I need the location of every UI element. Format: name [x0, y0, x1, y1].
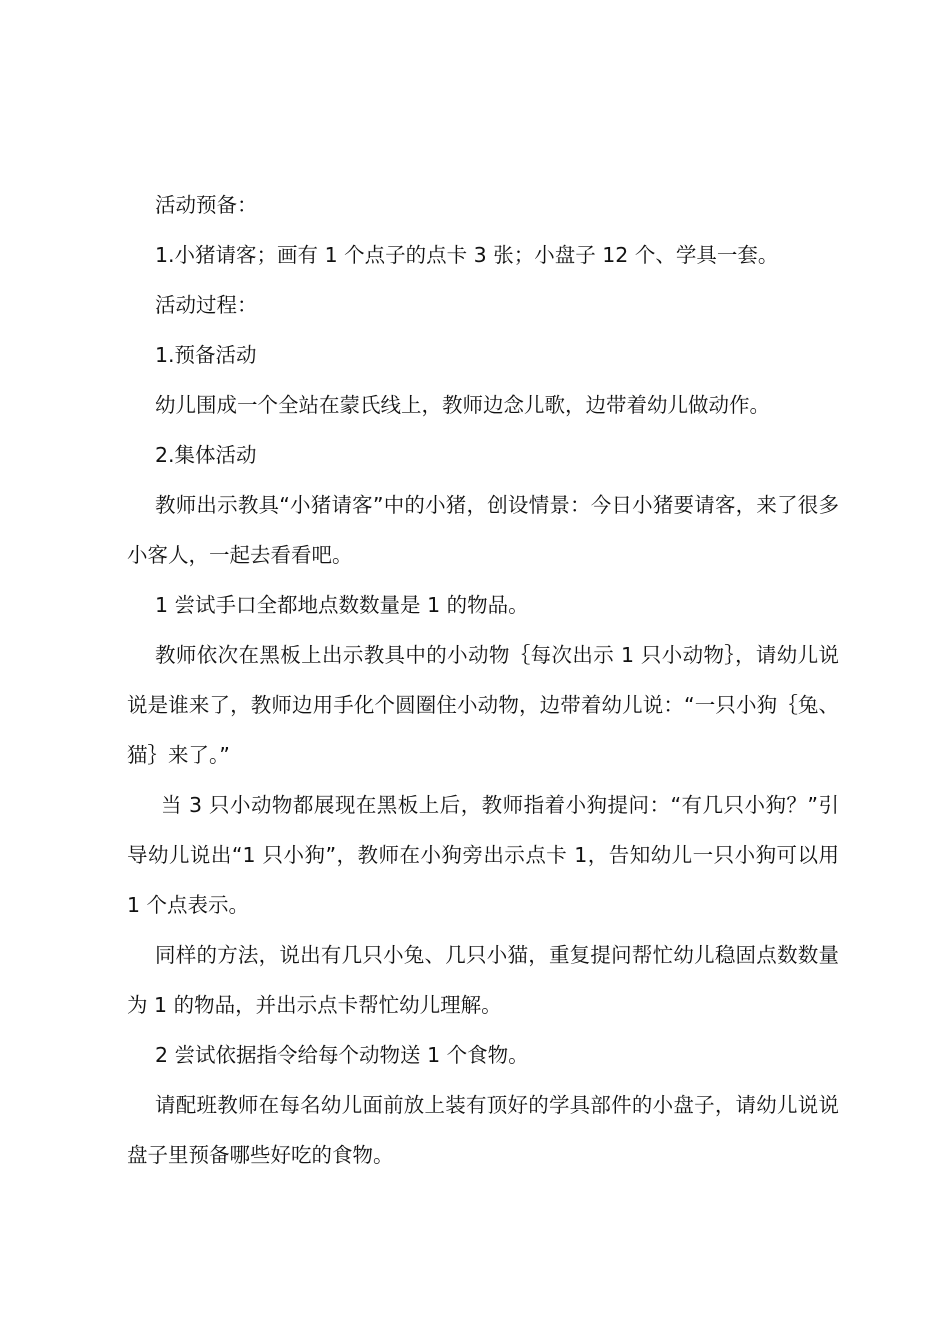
paragraph-process-heading: 活动过程： [155, 293, 258, 317]
paragraph-step1-question: 当 3 只小动物都展现在黑板上后，教师指着小狗提问：“有几只小狗？”引导幼儿说出“1 只小狗”，教师在小狗旁出示点卡 1，告知幼儿一只小狗可以用 1 个点表示。 [127, 793, 839, 917]
paragraph-warmup-body: 幼儿围成一个全站在蒙氏线上，教师边念儿歌，边带着幼儿做动作。 [155, 393, 770, 417]
paragraph-step1-heading: 1 尝试手口全都地点数数量是 1 的物品。 [155, 593, 529, 617]
paragraph-preparation-materials: 1.小猪请客；画有 1 个点子的点卡 3 张；小盘子 12 个、学具一套。 [155, 243, 779, 267]
paragraph-step2-body: 请配班教师在每名幼儿面前放上装有顶好的学具部件的小盘子，请幼儿说说盘子里预备哪些好吃的食物。 [127, 1093, 839, 1167]
document-body [127, 180, 839, 1180]
paragraph-step2-heading: 2 尝试依据指令给每个动物送 1 个食物。 [155, 1043, 529, 1067]
paragraph-group-intro: 教师出示教具“小猪请客”中的小猪，创设情景：今日小猪要请客，来了很多小客人，一起去看看吧。 [127, 493, 839, 567]
paragraph-warmup-heading: 1.预备活动 [155, 343, 257, 367]
paragraph-group-heading: 2.集体活动 [155, 443, 257, 467]
paragraph-step1-repeat: 同样的方法，说出有几只小兔、几只小猫，重复提问帮忙幼儿稳固点数数量为 1 的物品，并出示点卡帮忙幼儿理解。 [127, 943, 839, 1017]
paragraph-preparation-heading: 活动预备： [155, 193, 258, 217]
paragraph-step1-body: 教师依次在黑板上出示教具中的小动物｛每次出示 1 只小动物｝，请幼儿说说是谁来了，教师边用手化个圆圈住小动物，边带着幼儿说：“一只小狗｛兔、猫｝来了。” [127, 643, 839, 767]
